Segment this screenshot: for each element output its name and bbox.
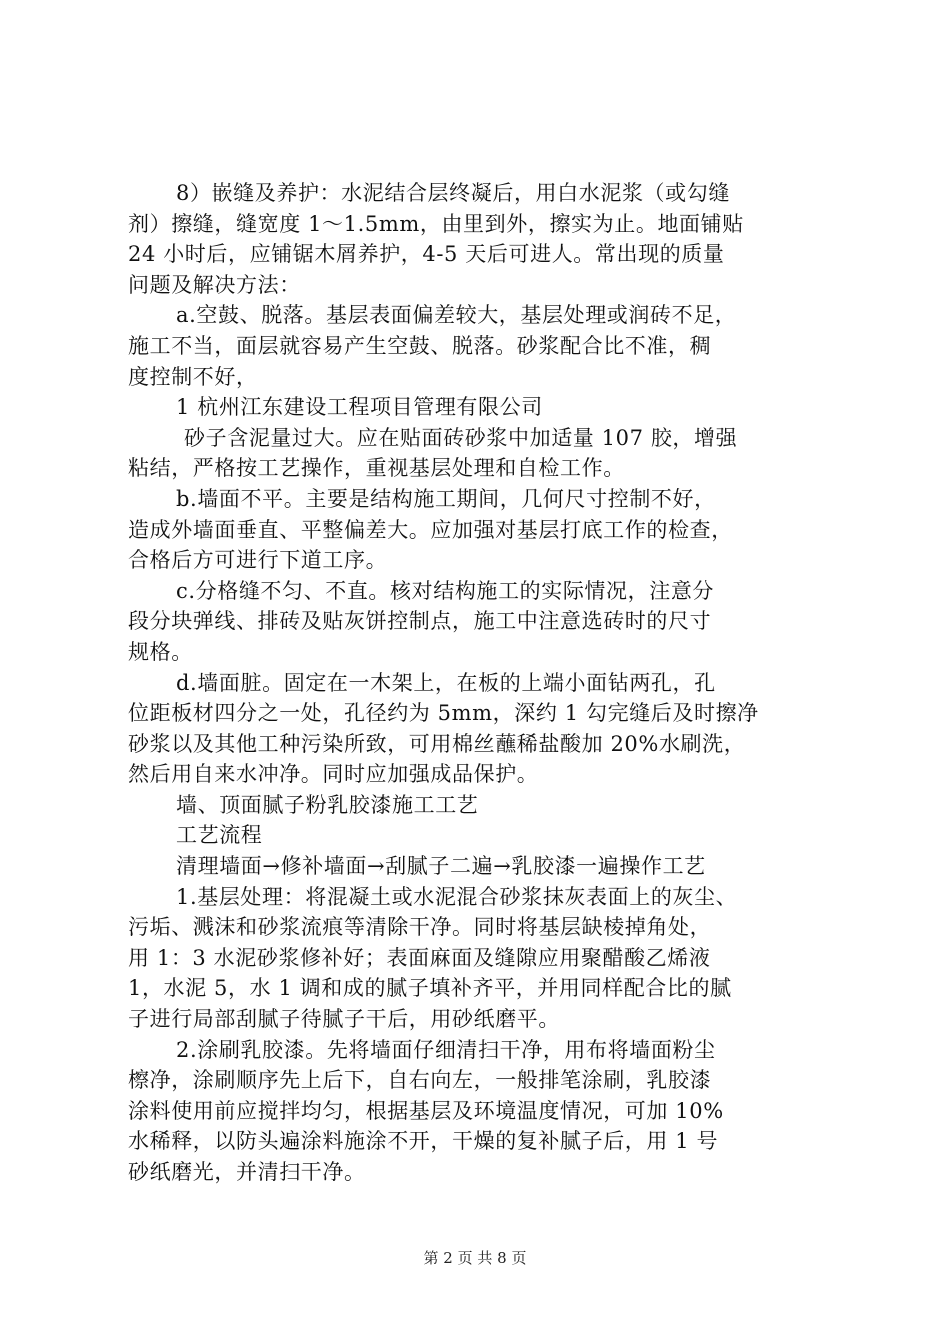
text-line: 用 1：3 水泥砂浆修补好；表面麻面及缝隙应用聚醋酸乙烯液: [128, 945, 711, 970]
text-line: 8）嵌缝及养护：水泥结合层终凝后，用白水泥浆（或勾缝: [176, 181, 730, 205]
text-line: 砂浆以及其他工种污染所致，可用棉丝蘸稀盐酸加 20%水刷洗，: [128, 731, 746, 756]
text-line: 度控制不好，: [128, 364, 258, 389]
text-line: 施工不当，面层就容易产生空鼓、脱落。砂浆配合比不准，稠: [128, 333, 712, 358]
text-line: 墙、顶面腻子粉乳胶漆施工工艺: [176, 792, 479, 817]
text-line: 1，水泥 5，水 1 调和成的腻子填补齐平，并用同样配合比的腻: [128, 976, 732, 1001]
text-line: 剂）擦缝，缝宽度 1～1.5mm，由里到外，擦实为止。地面铺贴: [128, 211, 744, 236]
text-line: d.墙面脏。固定在一木架上，在板的上端小面钻两孔，孔: [176, 670, 716, 695]
text-line: 位距板材四分之一处，孔径约为 5mm，深约 1 勾完缝后及时擦净: [128, 701, 759, 726]
text-line: 水稀释，以防头遍涂料施涂不开，干燥的复补腻子后，用 1 号: [128, 1129, 719, 1154]
text-line: 合格后方可进行下道工序。: [128, 548, 388, 573]
text-line: 规格。: [128, 639, 193, 664]
text-line: 粘结，严格按工艺操作，重视基层处理和自检工作。: [128, 456, 625, 481]
text-line: 2.涂刷乳胶漆。先将墙面仔细清扫干净，用布将墙面粉尘: [176, 1037, 716, 1062]
text-line: 造成外墙面垂直、平整偏差大。应加强对基层打底工作的检查，: [128, 517, 733, 542]
text-line: 檫净，涂刷顺序先上后下，自右向左，一般排笔涂刷，乳胶漆: [128, 1068, 712, 1093]
text-line: 问题及解决方法：: [128, 272, 301, 297]
page-footer: 第 2 页 共 8 页: [423, 1249, 527, 1267]
text-line: 污垢、溅沫和砂浆流痕等清除干净。同时将基层缺棱掉角处，: [128, 915, 712, 940]
text-line: 清理墙面→修补墙面→刮腻子二遍→乳胶漆一遍操作工艺: [176, 854, 706, 879]
text-line: 子进行局部刮腻子待腻子干后，用砂纸磨平。: [128, 1007, 560, 1032]
text-line: 工艺流程: [176, 823, 263, 848]
text-line: 24 小时后，应铺锯木屑养护，4-5 天后可进人。常出现的质量: [128, 242, 725, 267]
text-line: 然后用自来水冲净。同时应加强成品保护。: [128, 762, 539, 787]
text-line: 涂料使用前应搅拌均匀，根据基层及环境温度情况，可加 10%: [128, 1098, 724, 1123]
document-body: [128, 178, 836, 1188]
text-line: 段分块弹线、排砖及贴灰饼控制点，施工中注意选砖时的尺寸: [128, 609, 712, 634]
text-line: 砂纸磨光，并清扫干净。: [128, 1160, 366, 1184]
text-line: b.墙面不平。主要是结构施工期间，几何尺寸控制不好，: [176, 486, 716, 511]
text-line: 1.基层处理：将混凝土或水泥混合砂浆抹灰表面上的灰尘、: [176, 884, 738, 909]
text-line: 1 杭州江东建设工程项目管理有限公司: [176, 395, 543, 420]
text-line: a.空鼓、脱落。基层表面偏差较大，基层处理或润砖不足，: [176, 303, 737, 328]
text-line: 砂子含泥量过大。应在贴面砖砂浆中加适量 107 胶，增强: [184, 425, 738, 450]
text-line: c.分格缝不匀、不直。核对结构施工的实际情况，注意分: [176, 578, 715, 603]
